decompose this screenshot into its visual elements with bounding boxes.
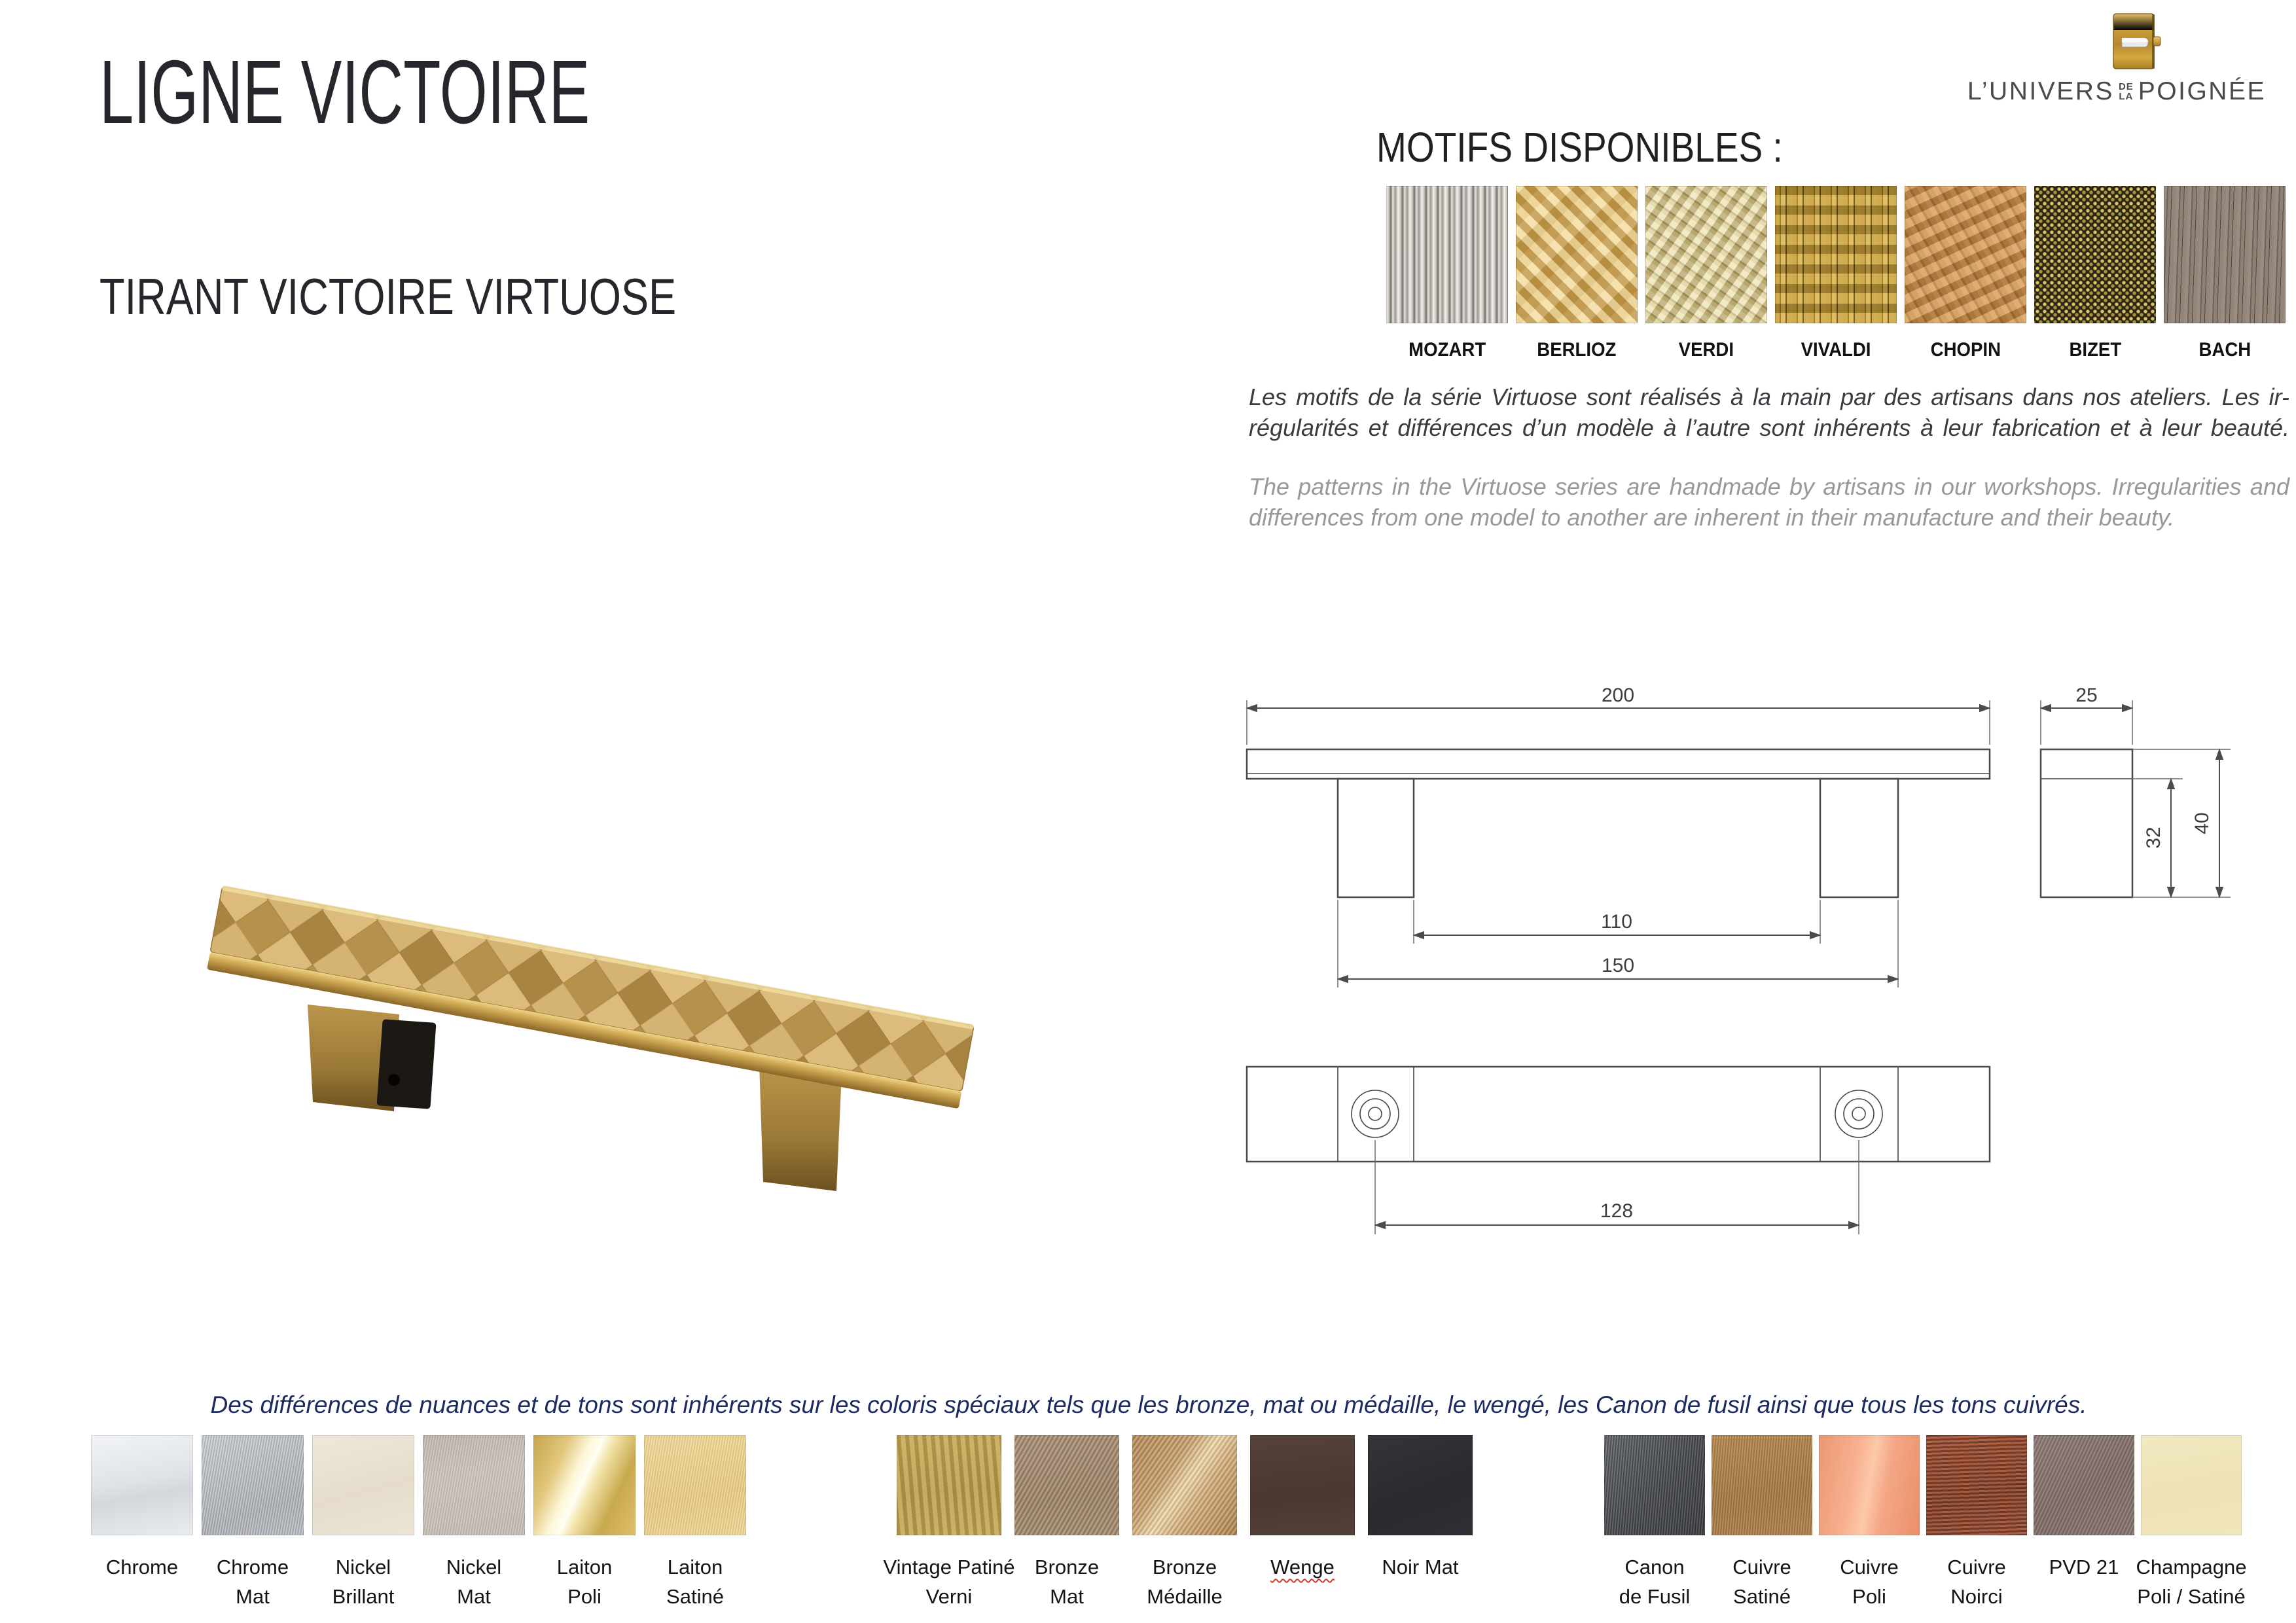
motif-label: CHOPIN [1930,339,2001,361]
finish-group-copper [1604,1435,2247,1611]
dim-128-label: 128 [1600,1200,1634,1222]
dim-25 [2041,685,2132,745]
finish-label: de Fusil [1619,1585,1691,1608]
finish-label: Médaille [1147,1585,1223,1608]
finish-label: Poli / Satiné [2137,1585,2246,1608]
finish-swatch-laiton-satine [644,1435,746,1535]
motif-label: BIZET [2069,339,2121,361]
finish-swatch-nickel-mat [423,1435,525,1535]
description-english-line2: differences from one model to another are inherent in their manufacture and their beauty. [1249,504,2175,531]
dim-32-40 [2132,749,2231,897]
finish-swatch-nickel-brillant [312,1435,414,1535]
dim-40-label: 40 [2191,812,2213,834]
finish-label: Chrome [216,1556,289,1578]
motif-label: MOZART [1408,339,1486,361]
finish-label: Noirci [1950,1585,2003,1608]
finish-label: Noir Mat [1382,1556,1459,1578]
dim-128 [1375,1140,1859,1234]
finish-swatch-cuivre-noirci [1926,1435,2027,1535]
motif-item [1645,186,1767,361]
product-name: TIRANT VICTOIRE VIRTUOSE [99,268,677,325]
motif-swatch-row [1386,186,2286,361]
finish-swatch-chrome [91,1435,193,1535]
finish-item [1926,1435,2027,1611]
motifs-heading: MOTIFS DISPONIBLES : [1376,124,1783,171]
finish-label: Laiton [556,1556,613,1578]
motif-texture-mozart [1386,186,1508,323]
finish-label: Cuivre [1947,1556,2006,1578]
finish-label: Cuivre [1732,1556,1791,1578]
motif-texture-bach [2164,186,2286,323]
motif-label: VERDI [1678,339,1734,361]
motif-item [2034,186,2156,361]
motif-label: BACH [2198,339,2251,361]
motif-label: VIVALDI [1801,339,1871,361]
dim-110-label: 110 [1601,911,1632,933]
bottom-view [1247,1067,1990,1162]
finish-label: Chrome [105,1556,179,1578]
dim-200-label: 200 [1601,685,1635,706]
finish-label: Nickel [335,1556,391,1578]
finish-item [883,1435,1015,1611]
brand-word-univers: L’UNIVERS [1967,77,2114,105]
finish-label: Brillant [332,1585,395,1608]
screw-hole-left [1352,1090,1399,1137]
screw-hole-right [1835,1090,1882,1137]
brand-de: DE [2118,81,2134,92]
dim-32-label: 32 [2143,827,2164,849]
technical-drawing [1230,674,2251,1263]
side-view [2041,749,2132,897]
finish-label: Bronze [1034,1556,1100,1578]
finish-label: PVD 21 [2049,1556,2119,1578]
motif-texture-chopin [1905,186,2026,323]
description-english-line1: The patterns in the Virtuose series are handmade by artisans in our workshops. Irregularities and [1249,473,2289,500]
finish-label: Vintage Patiné [883,1556,1015,1578]
finish-label: Satiné [1733,1585,1791,1608]
finish-swatch-pvd-21 [2034,1435,2134,1535]
finish-label: Nickel [446,1556,502,1578]
finish-label: Mat [236,1585,270,1608]
brand-door-icon [2113,13,2161,71]
finish-swatch-chrome-mat [202,1435,304,1535]
product-photo-handle [183,864,1034,1230]
finish-label: Wenge [1270,1556,1335,1578]
dim-200 [1247,685,1990,745]
motif-item [1775,186,1897,361]
description-french-line2: régularités et différences d’un modèle à l’autre sont inhérents à leur fabrication et à leur beauté. [1249,414,2289,441]
front-view [1247,749,1990,897]
finish-label: Poli [567,1585,601,1608]
finish-swatch-vintage-patine [897,1435,1001,1535]
description-french-line1: Les motifs de la série Virtuose sont réalisés à la main par des artisans dans nos ateliers. Les ir- [1249,383,2289,410]
page-title: LIGNE VICTOIRE [99,42,590,143]
motif-texture-bizet [2034,186,2156,323]
finish-label: Cuivre [1840,1556,1899,1578]
special-colours-note: Des différences de nuances et de tons sont inhérents sur les coloris spéciaux tels que les bronze, mat ou médaille, le wengé, les Canon de fusil ainsi que tous les tons cuivrés. [210,1391,2087,1418]
finish-swatch-bronze-mat [1014,1435,1119,1535]
dim-150-label: 150 [1601,955,1635,976]
finish-label: Poli [1852,1585,1886,1608]
motif-texture-berlioz [1516,186,1638,323]
finish-label: Satiné [666,1585,724,1608]
motif-item [1905,186,2026,361]
motif-label: BERLIOZ [1537,339,1617,361]
motif-item [2164,186,2286,361]
finish-item [1132,1435,1237,1611]
finish-label: Laiton [667,1556,723,1578]
finish-item [2136,1435,2247,1611]
motif-texture-vivaldi [1775,186,1897,323]
finish-swatch-noir-mat [1368,1435,1473,1535]
brand-wordmark [1967,77,2266,106]
motif-item [1516,186,1638,361]
finish-group-standard [91,1435,746,1611]
description-english [1249,471,2289,533]
finish-swatch-cuivre-satine [1712,1435,1812,1535]
finish-label: Canon [1624,1556,1685,1578]
finish-item [644,1435,746,1611]
finish-label: Mat [1050,1585,1084,1608]
finish-swatch-bronze-medaille [1132,1435,1237,1535]
finish-item [1014,1435,1119,1611]
dim-25-label: 25 [2075,685,2098,706]
finish-swatch-wenge [1250,1435,1355,1535]
finish-label: Mat [457,1585,491,1608]
finish-label: Champagne [2136,1556,2247,1578]
motif-texture-verdi [1645,186,1767,323]
brand-de-la [2119,82,2134,101]
finish-swatch-canon-de-fusil [1604,1435,1705,1535]
finish-swatch-champagne [2141,1435,2242,1535]
description-french [1249,382,2289,443]
motif-item [1386,186,1508,361]
dim-110 [1414,900,1820,944]
finish-item [1250,1435,1355,1611]
finish-item [1368,1435,1473,1611]
finish-group-bronze [883,1435,1473,1611]
brand-la: LA [2119,91,2134,102]
finish-swatch-laiton-poli [533,1435,636,1535]
finish-label: Bronze [1152,1556,1217,1578]
finish-swatch-cuivre-poli [1819,1435,1920,1535]
finish-label: Verni [925,1585,973,1608]
brand-word-poignee: POIGNÉE [2138,77,2266,105]
